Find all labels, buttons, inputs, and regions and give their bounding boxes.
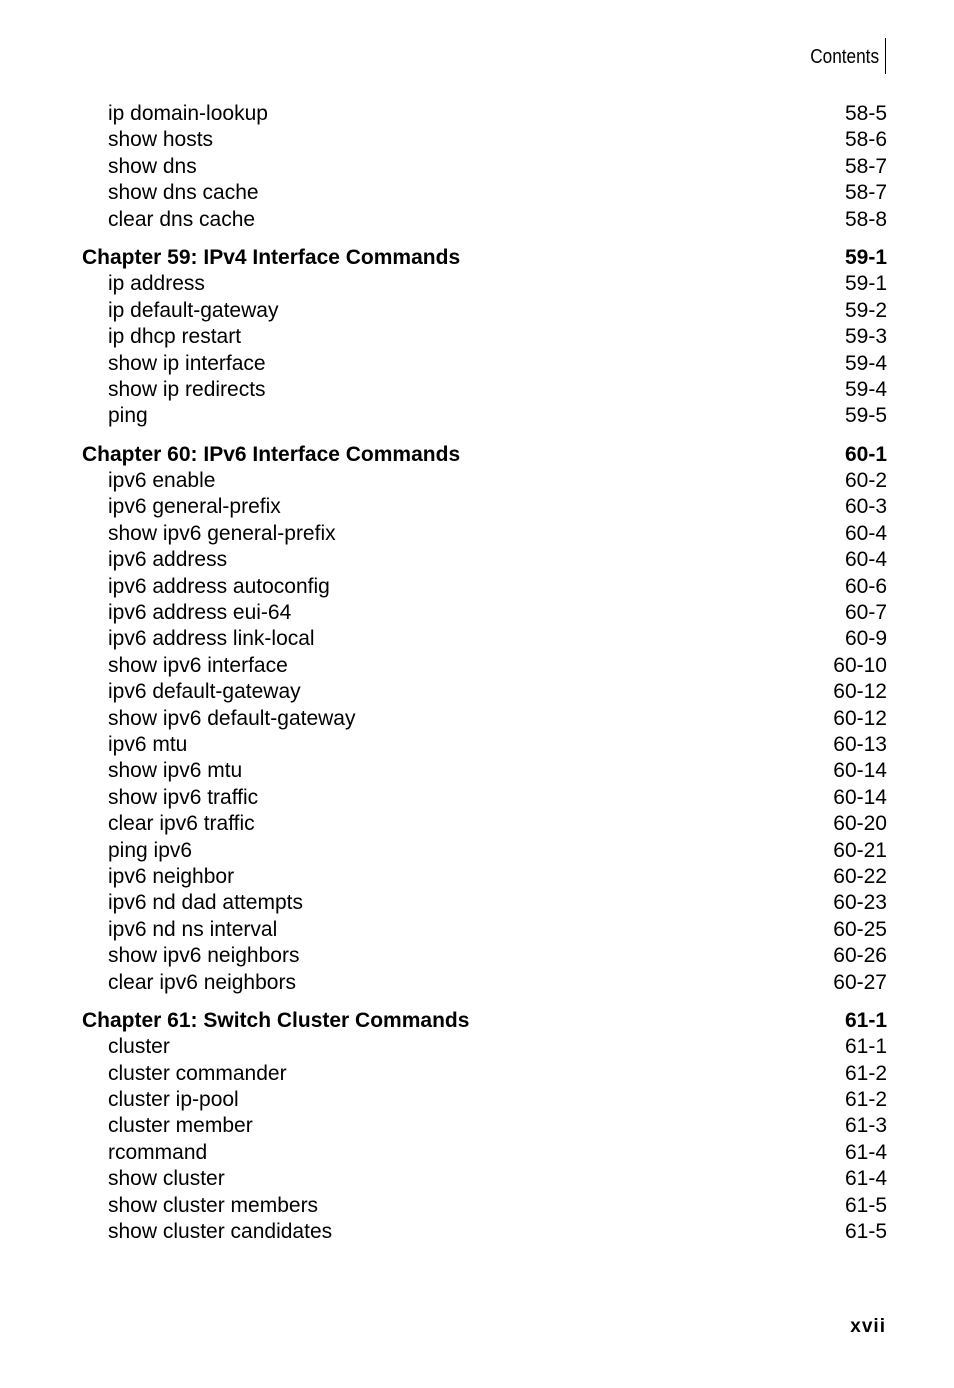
entry-title: ip domain-lookup — [108, 102, 268, 125]
toc-entry-row — [82, 468, 887, 494]
toc-entry-row — [82, 1034, 887, 1060]
entry-title: ip default-gateway — [108, 298, 279, 322]
entry-title: clear dns cache — [108, 207, 256, 231]
entry-title: show ipv6 default-gateway — [108, 706, 356, 730]
toc-entry-row — [82, 207, 887, 233]
toc-entry-row — [82, 324, 887, 350]
page-ref: 60-27 — [833, 970, 887, 994]
entry-title: show ipv6 traffic — [108, 785, 259, 809]
entry-title: clear ipv6 traffic — [108, 812, 255, 836]
page-ref: 60-12 — [833, 680, 887, 704]
entry-title: show ipv6 neighbors — [108, 944, 300, 968]
toc-entry-row — [82, 154, 887, 180]
header-label: Contents — [810, 46, 879, 68]
page-ref: 60-20 — [833, 812, 887, 836]
entry-title: ping — [108, 404, 148, 428]
toc-entry-row — [82, 811, 887, 837]
toc-entry-row — [82, 127, 887, 153]
page-number: xvii — [850, 1316, 886, 1337]
page-ref: 61-5 — [844, 1220, 887, 1244]
chapter-title: Chapter 61: Switch Cluster Commands — [82, 1008, 470, 1032]
page-ref: 58-5 — [844, 102, 887, 125]
toc-entry-row — [82, 1061, 887, 1087]
toc-entry-row — [82, 732, 887, 758]
entry-title: rcommand — [108, 1140, 208, 1164]
toc-entry-row — [82, 1219, 887, 1245]
toc-entry-row — [82, 838, 887, 864]
page-ref: 58-6 — [844, 128, 887, 152]
page-ref: 60-26 — [833, 944, 887, 968]
entry-title: ipv6 address eui-64 — [108, 601, 292, 625]
page-ref: 61-4 — [844, 1140, 887, 1164]
toc-entry-row — [82, 890, 887, 916]
toc-entry-row — [82, 1166, 887, 1192]
entry-title: ipv6 mtu — [108, 732, 188, 756]
toc-entry-row — [82, 600, 887, 626]
entry-title: cluster — [108, 1035, 170, 1059]
page-ref: 59-5 — [844, 404, 887, 428]
entry-title: ip dhcp restart — [108, 325, 242, 349]
page-ref: 60-22 — [833, 864, 887, 888]
page-ref: 60-7 — [844, 601, 887, 625]
toc-entry-row — [82, 626, 887, 652]
page-ref: 60-4 — [844, 548, 887, 572]
toc-entry-row — [82, 403, 887, 429]
entry-title: ipv6 address autoconfig — [108, 574, 330, 598]
toc-entry-row — [82, 298, 887, 324]
page-ref: 61-5 — [844, 1193, 887, 1217]
entry-title: ipv6 default-gateway — [108, 680, 301, 704]
toc-entry-row — [82, 653, 887, 679]
toc-entry-row — [82, 574, 887, 600]
toc-entry-row — [82, 1193, 887, 1219]
toc-entry-row — [82, 970, 887, 996]
toc-entry-row — [82, 271, 887, 297]
toc-entry-row — [82, 1087, 887, 1113]
page-ref: 61-2 — [844, 1061, 887, 1085]
entry-title: ping ipv6 — [108, 838, 193, 862]
page-ref: 61-3 — [844, 1114, 887, 1138]
page-ref: 60-23 — [833, 891, 887, 915]
entry-title: ipv6 enable — [108, 469, 216, 493]
toc-entry-row — [82, 101, 887, 127]
entry-title: ip address — [108, 272, 205, 296]
toc-entry-row — [82, 494, 887, 520]
entry-title: ipv6 nd dad attempts — [108, 891, 303, 915]
entry-title: show ipv6 general-prefix — [108, 521, 336, 545]
entry-title: show ip interface — [108, 351, 266, 375]
chapter-title: Chapter 60: IPv6 Interface Commands — [82, 442, 461, 466]
page-ref: 61-4 — [844, 1167, 887, 1191]
page-ref: 61-1 — [844, 1008, 887, 1032]
entry-title: show dns cache — [108, 181, 259, 205]
page-ref: 58-7 — [844, 181, 887, 205]
page-ref: 59-1 — [844, 245, 887, 269]
page-ref: 60-3 — [844, 495, 887, 519]
page-ref: 58-8 — [844, 207, 887, 231]
page-ref: 61-1 — [844, 1035, 887, 1059]
entry-title: ipv6 general-prefix — [108, 495, 281, 519]
entry-title: cluster commander — [108, 1061, 287, 1085]
page-ref: 60-1 — [844, 442, 887, 466]
entry-title: show hosts — [108, 128, 214, 152]
page-ref: 60-14 — [833, 759, 887, 783]
table-of-contents — [82, 101, 887, 1245]
entry-title: show cluster candidates — [108, 1220, 333, 1244]
page-ref: 59-1 — [844, 272, 887, 296]
entry-title: show ipv6 interface — [108, 653, 288, 677]
page-ref: 60-6 — [844, 574, 887, 598]
toc-entry-row — [82, 377, 887, 403]
page-ref: 60-21 — [833, 838, 887, 862]
entry-title: ipv6 neighbor — [108, 864, 235, 888]
toc-entry-row — [82, 1113, 887, 1139]
entry-title: cluster member — [108, 1114, 253, 1138]
entry-title: clear ipv6 neighbors — [108, 970, 296, 994]
page-ref: 60-9 — [844, 627, 887, 651]
page-ref: 60-10 — [833, 653, 887, 677]
page-ref: 59-4 — [844, 351, 887, 375]
page-ref: 60-12 — [833, 706, 887, 730]
entry-title: show dns — [108, 154, 197, 178]
toc-chapter-row — [82, 1008, 887, 1034]
entry-title: ipv6 nd ns interval — [108, 917, 278, 941]
toc-entry-row — [82, 864, 887, 890]
entry-title: ipv6 address link-local — [108, 627, 315, 651]
entry-title: show cluster — [108, 1167, 225, 1191]
page-ref: 58-7 — [844, 154, 887, 178]
page-ref: 60-13 — [833, 732, 887, 756]
entry-title: ipv6 address — [108, 548, 228, 572]
toc-entry-row — [82, 917, 887, 943]
toc-entry-row — [82, 943, 887, 969]
toc-entry-row — [82, 180, 887, 206]
toc-entry-row — [82, 706, 887, 732]
page-ref: 59-2 — [844, 298, 887, 322]
toc-chapter-row — [82, 442, 887, 468]
page-ref: 61-2 — [844, 1088, 887, 1112]
chapter-title: Chapter 59: IPv4 Interface Commands — [82, 245, 461, 269]
entry-title: show ip redirects — [108, 377, 266, 401]
page-ref: 60-14 — [833, 785, 887, 809]
toc-entry-row — [82, 1140, 887, 1166]
entry-title: show ipv6 mtu — [108, 759, 243, 783]
toc-entry-row — [82, 785, 887, 811]
page-ref: 59-3 — [844, 325, 887, 349]
toc-chapter-row — [82, 245, 887, 271]
toc-entry-row — [82, 679, 887, 705]
page-ref: 59-4 — [844, 377, 887, 401]
entry-title: show cluster members — [108, 1193, 319, 1217]
page-ref: 60-2 — [844, 469, 887, 493]
page-ref: 60-4 — [844, 521, 887, 545]
toc-entry-row — [82, 547, 887, 573]
toc-entry-row — [82, 351, 887, 377]
page-ref: 60-25 — [833, 917, 887, 941]
entry-title: cluster ip-pool — [108, 1088, 239, 1112]
toc-entry-row — [82, 758, 887, 784]
running-header — [799, 38, 886, 74]
toc-entry-row — [82, 521, 887, 547]
